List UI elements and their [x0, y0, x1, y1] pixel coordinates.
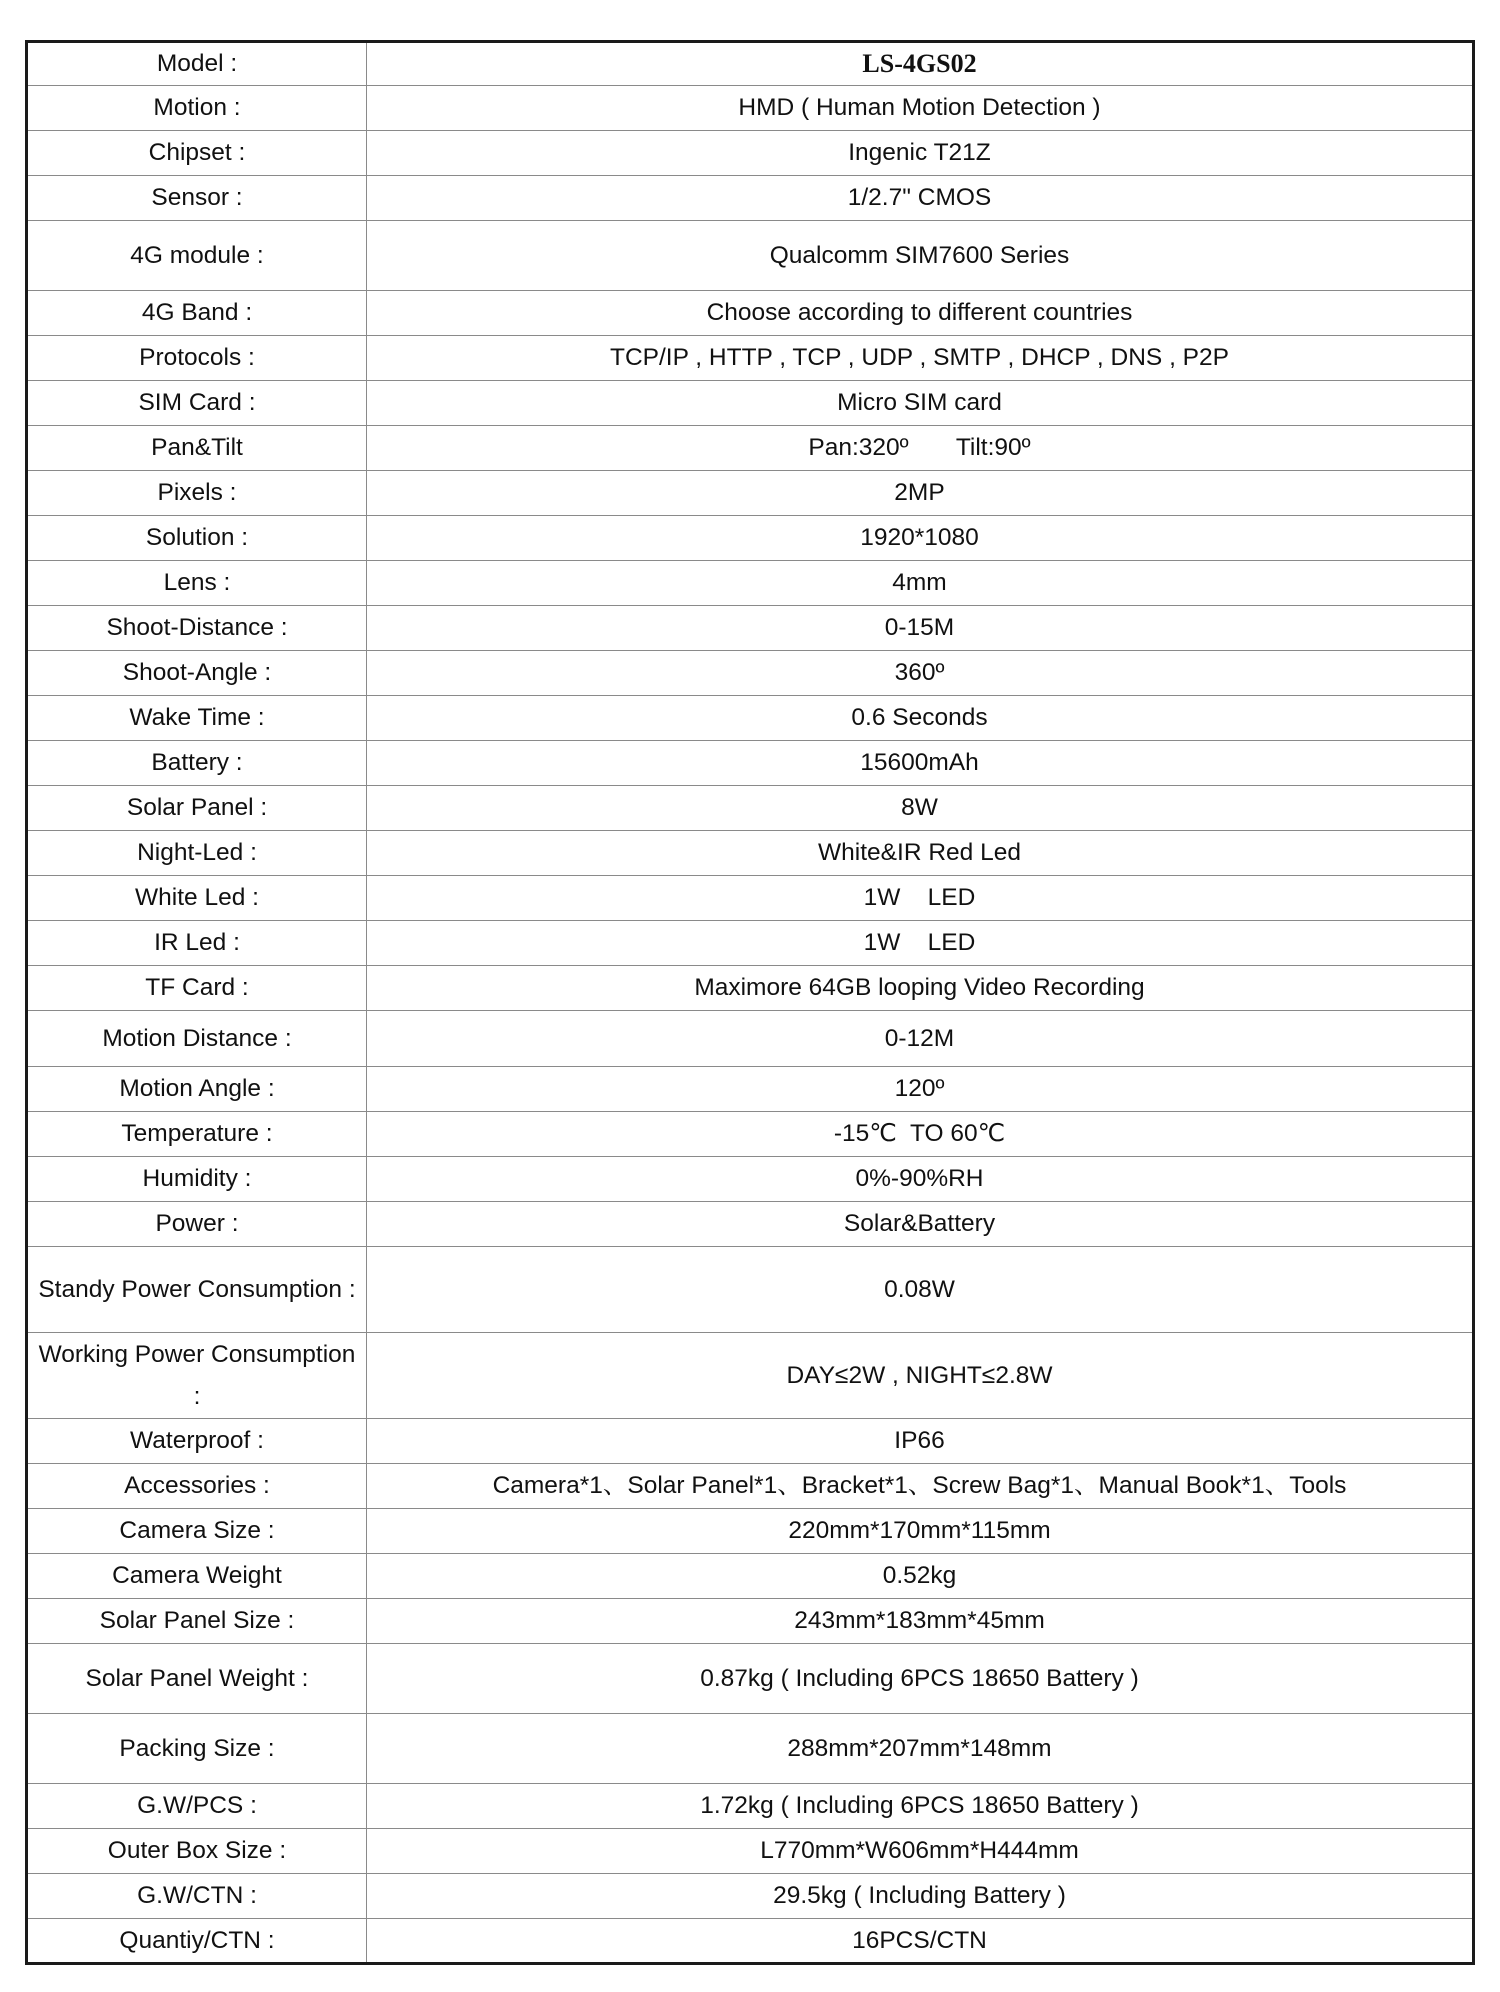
- table-row: [27, 1333, 1474, 1419]
- table-row: [27, 1202, 1474, 1247]
- spec-value: 360º: [367, 651, 1474, 696]
- spec-value: 1920*1080: [367, 516, 1474, 561]
- table-row: [27, 921, 1474, 966]
- spec-value: White&IR Red Led: [367, 831, 1474, 876]
- spec-value: 8W: [367, 786, 1474, 831]
- spec-label: Protocols :: [27, 336, 367, 381]
- spec-value: 0%-90%RH: [367, 1157, 1474, 1202]
- spec-value: L770mm*W606mm*H444mm: [367, 1829, 1474, 1874]
- table-row: [27, 1599, 1474, 1644]
- spec-label: Standy Power Consumption :: [27, 1247, 367, 1333]
- spec-label: Working Power Consumption :: [27, 1333, 367, 1419]
- spec-label: Camera Size :: [27, 1509, 367, 1554]
- spec-label: IR Led :: [27, 921, 367, 966]
- table-row: [27, 1874, 1474, 1919]
- spec-label: Temperature :: [27, 1112, 367, 1157]
- spec-value: -15℃ TO 60℃: [367, 1112, 1474, 1157]
- table-row: [27, 1157, 1474, 1202]
- spec-value: 0.52kg: [367, 1554, 1474, 1599]
- spec-value: 2MP: [367, 471, 1474, 516]
- spec-label: Motion Angle :: [27, 1067, 367, 1112]
- table-row: [27, 651, 1474, 696]
- table-row: [27, 1509, 1474, 1554]
- spec-label: White Led :: [27, 876, 367, 921]
- spec-label: SIM Card :: [27, 381, 367, 426]
- table-row: [27, 1919, 1474, 1964]
- spec-label: Solar Panel Weight :: [27, 1644, 367, 1714]
- spec-label: Motion Distance :: [27, 1011, 367, 1067]
- table-row: [27, 426, 1474, 471]
- table-row: [27, 471, 1474, 516]
- spec-label: Humidity :: [27, 1157, 367, 1202]
- spec-table-body: [27, 42, 1474, 1964]
- spec-label: Solar Panel :: [27, 786, 367, 831]
- spec-label: Packing Size :: [27, 1714, 367, 1784]
- table-row: [27, 561, 1474, 606]
- spec-label: Night-Led :: [27, 831, 367, 876]
- spec-label: G.W/CTN :: [27, 1874, 367, 1919]
- spec-value: 1.72kg ( Including 6PCS 18650 Battery ): [367, 1784, 1474, 1829]
- spec-value: 0-12M: [367, 1011, 1474, 1067]
- spec-value: 15600mAh: [367, 741, 1474, 786]
- table-row: [27, 42, 1474, 86]
- table-row: [27, 606, 1474, 651]
- table-row: [27, 1112, 1474, 1157]
- table-row: [27, 1554, 1474, 1599]
- spec-label: Model :: [27, 42, 367, 86]
- spec-value: 0.08W: [367, 1247, 1474, 1333]
- spec-label: 4G Band :: [27, 291, 367, 336]
- spec-label: Pixels :: [27, 471, 367, 516]
- table-row: [27, 1247, 1474, 1333]
- table-row: [27, 1011, 1474, 1067]
- spec-value: 1W LED: [367, 876, 1474, 921]
- spec-value: 1W LED: [367, 921, 1474, 966]
- spec-value: DAY≤2W , NIGHT≤2.8W: [367, 1333, 1474, 1419]
- spec-value: Pan:320º Tilt:90º: [367, 426, 1474, 471]
- table-row: [27, 516, 1474, 561]
- spec-value: 1/2.7" CMOS: [367, 176, 1474, 221]
- spec-value: Qualcomm SIM7600 Series: [367, 221, 1474, 291]
- spec-label: Wake Time :: [27, 696, 367, 741]
- spec-label: Solution :: [27, 516, 367, 561]
- spec-value: Ingenic T21Z: [367, 131, 1474, 176]
- table-row: [27, 381, 1474, 426]
- table-row: [27, 86, 1474, 131]
- spec-value: 0-15M: [367, 606, 1474, 651]
- spec-label: G.W/PCS :: [27, 1784, 367, 1829]
- spec-value: Camera*1、Solar Panel*1、Bracket*1、Screw Bag*1、Manual Book*1、Tools: [367, 1464, 1474, 1509]
- spec-value: 120º: [367, 1067, 1474, 1112]
- table-row: [27, 336, 1474, 381]
- table-row: [27, 176, 1474, 221]
- table-row: [27, 786, 1474, 831]
- table-row: [27, 1464, 1474, 1509]
- spec-value: Maximore 64GB looping Video Recording: [367, 966, 1474, 1011]
- table-row: [27, 1644, 1474, 1714]
- spec-value: 220mm*170mm*115mm: [367, 1509, 1474, 1554]
- spec-value: Micro SIM card: [367, 381, 1474, 426]
- spec-table: [25, 40, 1475, 1965]
- spec-label: Camera Weight: [27, 1554, 367, 1599]
- table-row: [27, 221, 1474, 291]
- table-row: [27, 831, 1474, 876]
- spec-value: 16PCS/CTN: [367, 1919, 1474, 1964]
- spec-label: Solar Panel Size :: [27, 1599, 367, 1644]
- table-row: [27, 1419, 1474, 1464]
- spec-label: Pan&Tilt: [27, 426, 367, 471]
- spec-label: Sensor :: [27, 176, 367, 221]
- table-row: [27, 291, 1474, 336]
- spec-label: Power :: [27, 1202, 367, 1247]
- spec-value: LS-4GS02: [367, 42, 1474, 86]
- table-row: [27, 741, 1474, 786]
- table-row: [27, 1784, 1474, 1829]
- spec-label: Shoot-Distance :: [27, 606, 367, 651]
- spec-label: Accessories :: [27, 1464, 367, 1509]
- table-row: [27, 1714, 1474, 1784]
- spec-value: 288mm*207mm*148mm: [367, 1714, 1474, 1784]
- spec-label: Waterproof :: [27, 1419, 367, 1464]
- table-row: [27, 1067, 1474, 1112]
- spec-value: 29.5kg ( Including Battery ): [367, 1874, 1474, 1919]
- spec-label: Shoot-Angle :: [27, 651, 367, 696]
- spec-label: Battery :: [27, 741, 367, 786]
- spec-label: Quantiy/CTN :: [27, 1919, 367, 1964]
- table-row: [27, 696, 1474, 741]
- spec-value: 0.87kg ( Including 6PCS 18650 Battery ): [367, 1644, 1474, 1714]
- spec-value: TCP/IP , HTTP , TCP , UDP , SMTP , DHCP , DNS , P2P: [367, 336, 1474, 381]
- spec-label: Lens :: [27, 561, 367, 606]
- spec-label: Motion :: [27, 86, 367, 131]
- table-row: [27, 876, 1474, 921]
- spec-value: Solar&Battery: [367, 1202, 1474, 1247]
- spec-value: 4mm: [367, 561, 1474, 606]
- spec-value: 0.6 Seconds: [367, 696, 1474, 741]
- spec-value: 243mm*183mm*45mm: [367, 1599, 1474, 1644]
- spec-value: IP66: [367, 1419, 1474, 1464]
- spec-label: Outer Box Size :: [27, 1829, 367, 1874]
- table-row: [27, 131, 1474, 176]
- table-row: [27, 966, 1474, 1011]
- spec-value: Choose according to different countries: [367, 291, 1474, 336]
- spec-label: TF Card :: [27, 966, 367, 1011]
- spec-label: Chipset :: [27, 131, 367, 176]
- table-row: [27, 1829, 1474, 1874]
- spec-label: 4G module :: [27, 221, 367, 291]
- spec-value: HMD ( Human Motion Detection ): [367, 86, 1474, 131]
